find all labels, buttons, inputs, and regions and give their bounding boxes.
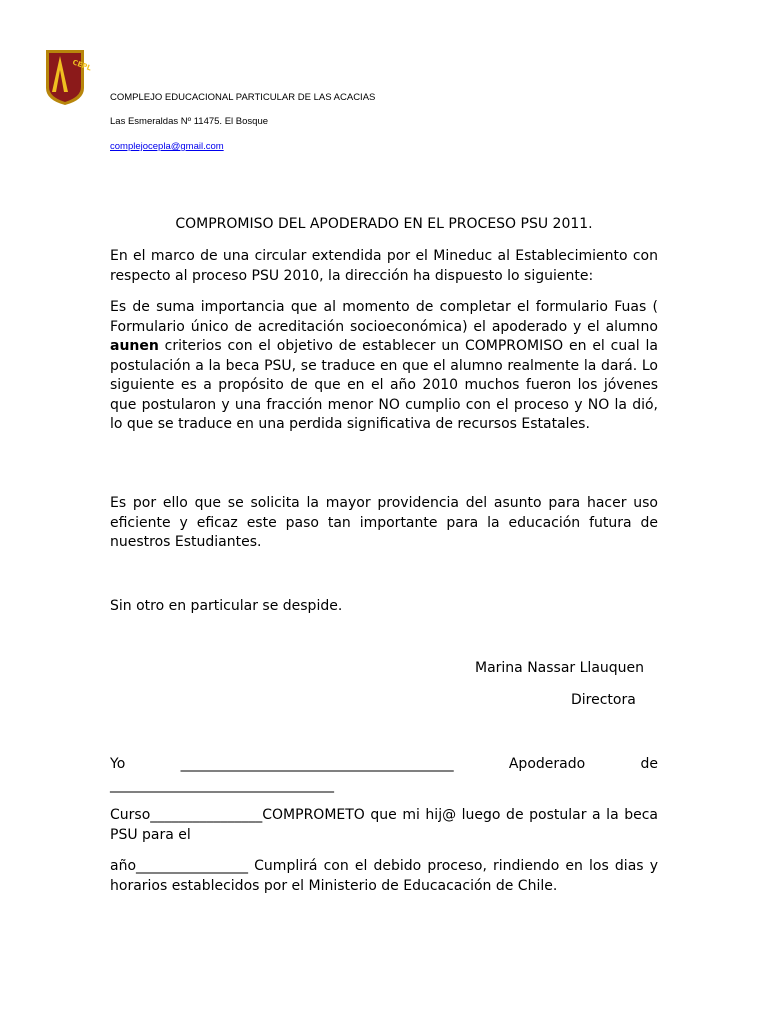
bold-word: aunen [110,338,159,354]
yo-row [110,756,658,772]
school-email-link[interactable] [110,141,224,152]
school-address: Las Esmeraldas Nº 11475. El Bosque [110,116,269,127]
de-label: de [640,756,658,772]
curso-line[interactable]: Curso________________COMPROMETO que mi hij@ luego de postular a la beca PSU para el [110,807,658,843]
document-title: COMPROMISO DEL APODERADO EN EL PROCESO PSU 2011. [175,216,593,232]
signer-name: Marina Nassar Llauquen [475,660,645,676]
school-crest-logo [44,48,93,106]
de-blank[interactable]: ________________________________ [110,777,334,793]
apoderado-label: Apoderado [508,756,586,772]
intro-paragraph: En el marco de una circular extendida por el Mineduc al Establecimiento con respecto al proceso PSU 2010, la dirección ha dispuesto lo siguiente: [110,248,658,284]
yo-blank[interactable]: _______________________________________ [180,756,454,772]
school-name: COMPLEJO EDUCACIONAL PARTICULAR DE LAS ACACIAS [110,92,376,103]
request-paragraph: Es por ello que se solicita la mayor providencia del asunto para hacer uso eficiente y eficaz este paso tan importante para la educación futura de nuestros Estudiantes. [110,495,658,550]
yo-label: Yo [110,756,126,772]
svg-text:CEPL: CEPL [71,58,93,73]
main-paragraph [110,298,658,435]
signer-title: Directora [571,692,636,708]
anio-line[interactable]: año________________ Cumplirá con el debido proceso, rindiendo en los dias y horarios establecidos por el Ministerio de Educacación de Chile. [110,858,658,894]
main-paragraph-text-end: criterios con el objetivo de establecer un COMPROMISO en el cual la postulación a la beca PSU, se traduce en que el alumno realmente la dará. Lo siguiente es a propósito de que en el año 2010 muchos fueron los jóvenes que postularon y una fracción menor NO cumplio con el proceso y NO la dió, lo que se traduce en una perdida significativa de recursos Estatales. [110,338,658,432]
closing-line: Sin otro en particular se despide. [110,598,343,614]
email-link-text[interactable]: complejocepla@gmail.com [110,141,224,152]
main-paragraph-text-start: Es de suma importancia que al momento de completar el formulario Fuas ( Formulario único de acreditación socioeconómica) el apoderado y el alumno [110,299,658,335]
